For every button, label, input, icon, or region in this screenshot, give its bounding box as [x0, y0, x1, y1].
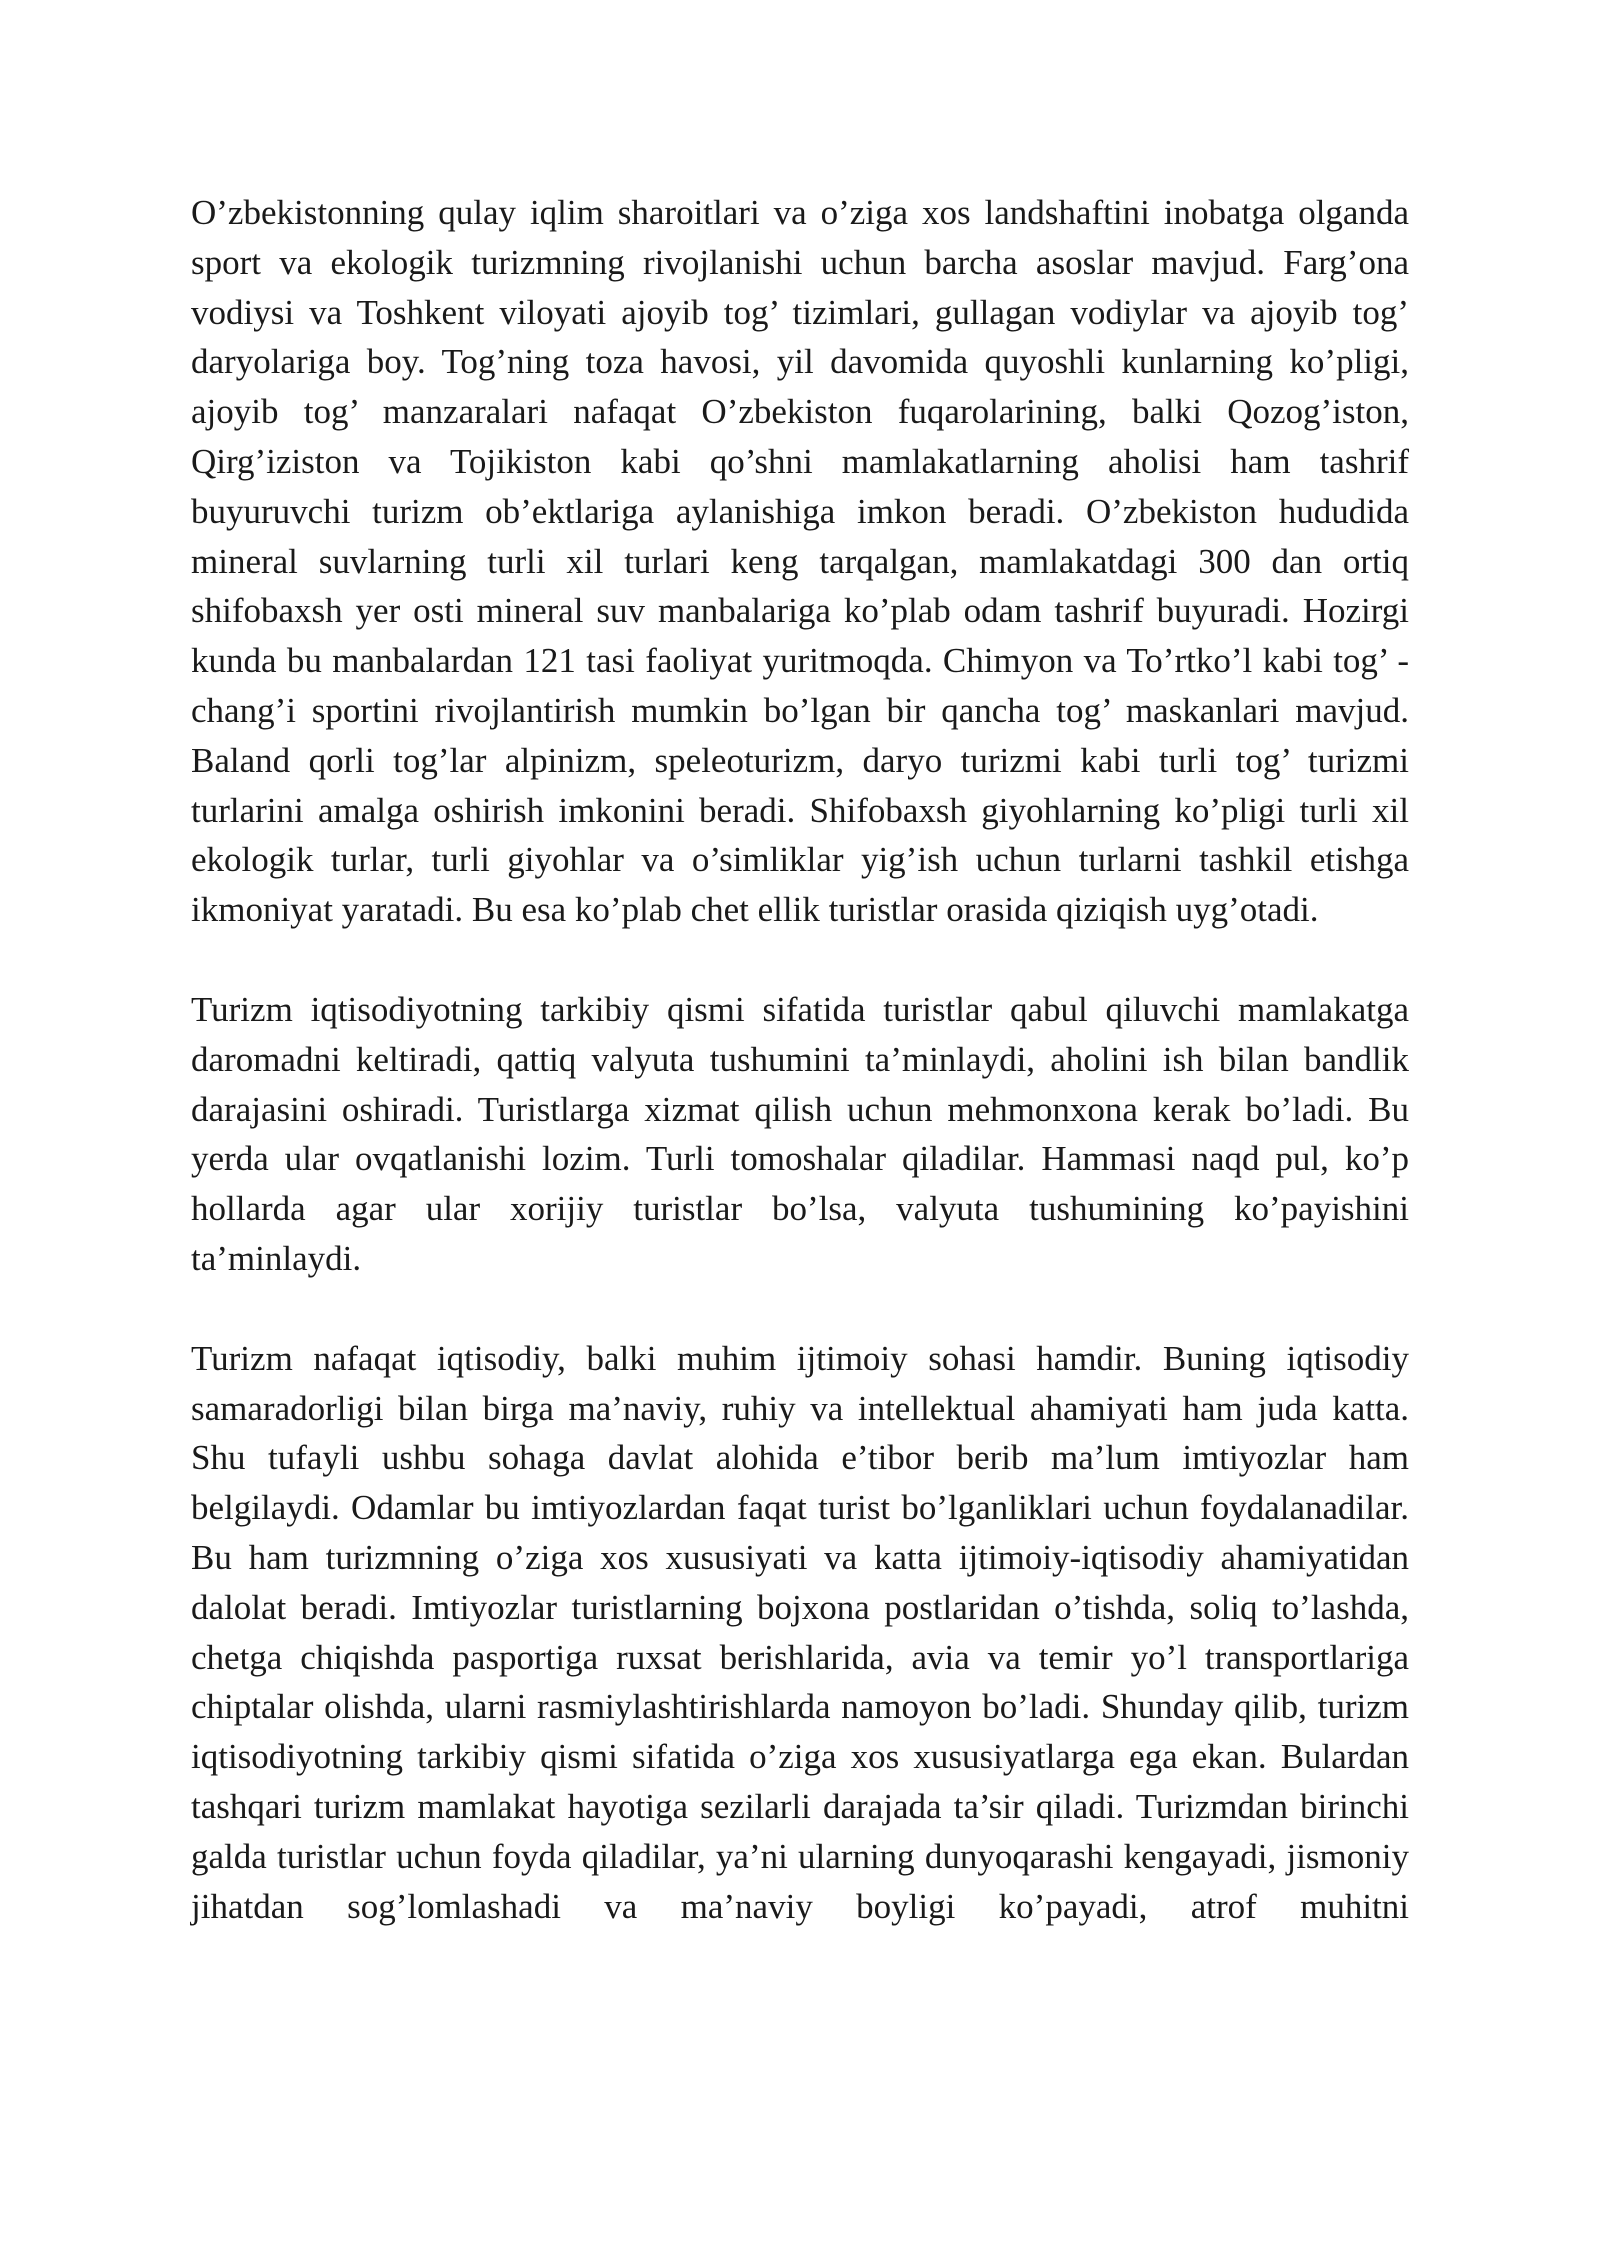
- paragraph-2: Turizm iqtisodiyotning tarkibiy qismi sifatida turistlar qabul qiluvchi mamlakatga daromadni keltiradi, qattiq valyuta tushumini ta’minlaydi, aholini ish bilan bandlik darajasini oshiradi. Turistlarga xizmat qilish uchun mehmonxona kerak bo’ladi. Bu yerda ular ovqatlanishi lozim. Turli tomoshalar qiladilar. Hammasi naqd pul, ko’p hollarda agar ular xorijiy turistlar bo’lsa, valyuta tushumining ko’payishini ta’minlaydi.: [191, 989, 1409, 1278]
- paragraph-3: Turizm nafaqat iqtisodiy, balki muhim ijtimoiy sohasi hamdir. Buning iqtisodiy samaradorligi bilan birga ma’naviy, ruhiy va intellektual ahamiyati ham juda katta. Shu tufayli ushbu sohaga davlat alohida e’tibor berib ma’lum imtiyozlar ham belgilaydi. Odamlar bu imtiyozlardan faqat turist bo’lganliklari uchun foydalanadilar. Bu ham turizmning o’ziga xos xususiyati va katta ijtimoiy-iqtisodiy ahamiyatidan dalolat beradi. Imtiyozlar turistlarning bojxona postlaridan o’tishda, soliq to’lashda, chetga chiqishda pasportiga ruxsat berishlarida, avia va temir yo’l transportlariga chiptalar olishda, ularni rasmiylashtirishlarda namoyon bo’ladi. Shunday qilib, turizm iqtisodiyotning tarkibiy qismi sifatida o’ziga xos xususiyatlarga ega ekan. Bulardan tashqari turizm mamlakat hayotiga sezilarli darajada ta’sir qiladi. Turizmdan birinchi galda turistlar uchun foyda qiladilar, ya’ni ularning dunyoqarashi kengayadi, jismoniy jihatdan sog’lomlashadi va ma’naviy boyligi ko’payadi, atrof muhitni: [191, 1338, 1409, 1926]
- document-body: [191, 188, 1409, 1931]
- paragraph-1: O’zbekistonning qulay iqlim sharoitlari va o’ziga xos landshaftini inobatga olganda sport va ekologik turizmning rivojlanishi uchun barcha asoslar mavjud. Farg’ona vodiysi va Toshkent viloyati ajoyib tog’ tizimlari, gullagan vodiylar va ajoyib tog’ daryolariga boy. Tog’ning toza havosi, yil davomida quyoshli kunlarning ko’pligi, ajoyib tog’ manzaralari nafaqat O’zbekiston fuqarolarining, balki Qozog’iston, Qirg’iziston va Tojikiston kabi qo’shni mamlakatlarning aholisi ham tashrif buyuruvchi turizm ob’ektlariga aylanishiga imkon beradi. O’zbekiston hududida mineral suvlarning turli xil turlari keng tarqalgan, mamlakatdagi 300 dan ortiq shifobaxsh yer osti mineral suv manbalariga ko’plab odam tashrif buyuradi. Hozirgi kunda bu manbalardan 121 tasi faoliyat yuritmoqda. Chimyon va To’rtko’l kabi tog’ - chang’i sportini rivojlantirish mumkin bo’lgan bir qancha tog’ maskanlari mavjud. Baland qorli tog’lar alpinizm, speleoturizm, daryo turizmi kabi turli tog’ turizmi turlarini amalga oshirish imkonini beradi. Shifobaxsh giyohlarning ko’pligi turli xil ekologik turlar, turli giyohlar va o’simliklar yig’ish uchun turlarni tashkil etishga ikmoniyat yaratadi. Bu esa ko’plab chet ellik turistlar orasida qiziqish uyg’otadi.: [191, 193, 1409, 930]
